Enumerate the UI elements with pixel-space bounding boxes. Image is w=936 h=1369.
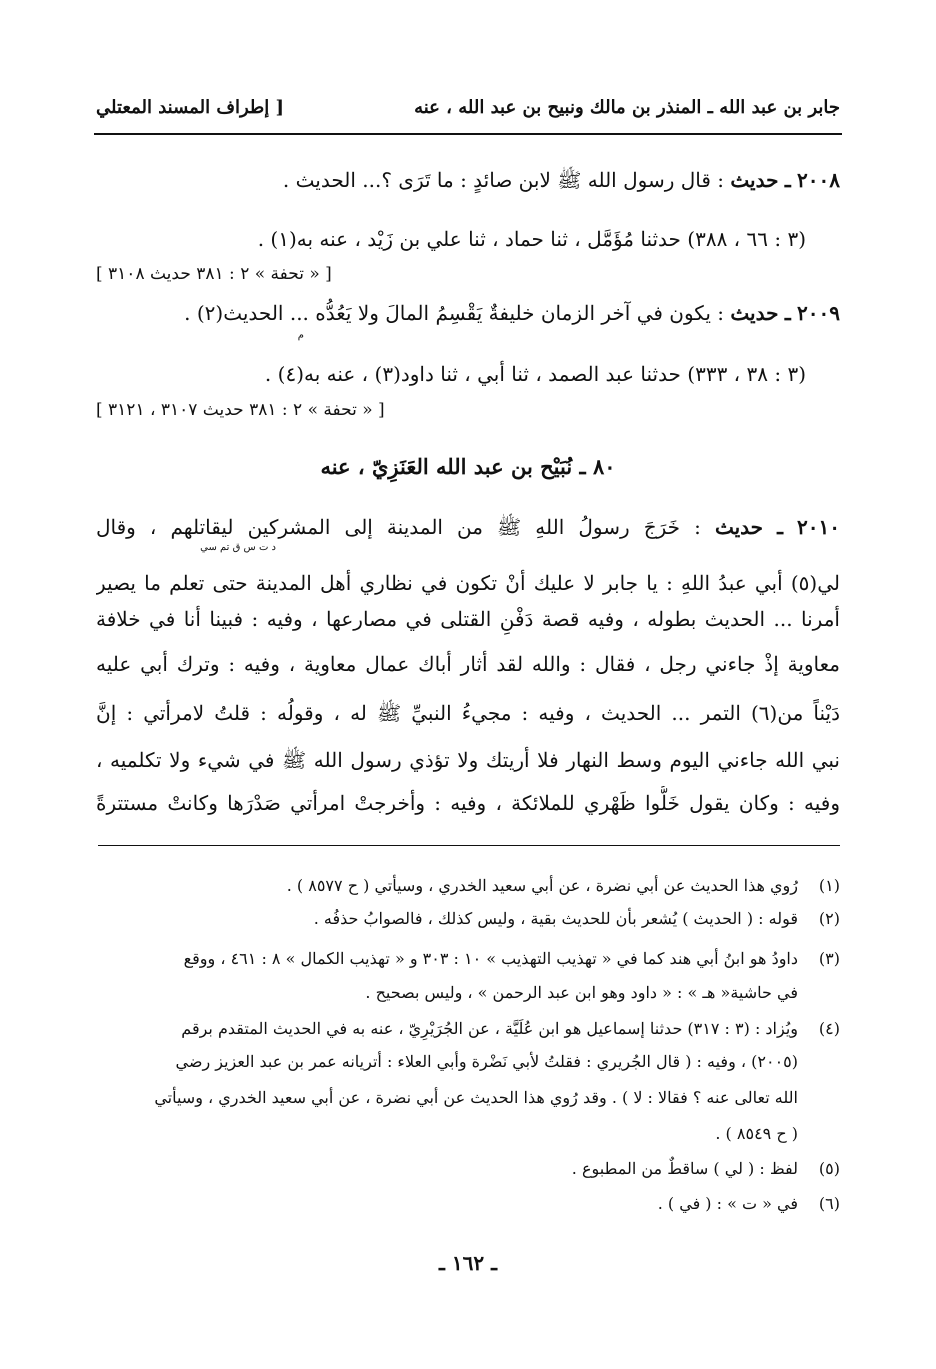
footnote-4-cont-2: الله تعالى عنه ؟ فقالا : لا ) . وقد رُوي هذا الحديث عن أبي نضرة ، عن أبي سعيد الخدري ، وسيأتي bbox=[154, 1088, 798, 1107]
footnote-text: في « ت » : ( في ) . bbox=[657, 1194, 798, 1213]
hadith-text: : قال رسول الله ﷺ لابن صائدٍ : ما تَرَى ؟... الحديث . bbox=[282, 168, 725, 192]
footnote-number: (٣) bbox=[818, 949, 840, 968]
header-rule bbox=[94, 133, 842, 135]
hadith-keyword: حديث bbox=[730, 168, 779, 192]
footnote-rule bbox=[98, 845, 840, 846]
dash: ـ bbox=[777, 515, 783, 539]
footnote-4 bbox=[96, 1016, 840, 1042]
hadith-2010-line-1 bbox=[96, 510, 840, 544]
hadith-2010-line-6: نبي الله جاءني اليوم وسط النهار فلا أريتك ولا تؤذي رسول الله ﷺ في شيء ولا تكلميه ، bbox=[96, 748, 840, 772]
section-heading: ٨٠ ـ نُبَيْح بن عبد الله العَنَزِيّ ، عنه bbox=[320, 454, 616, 479]
hadith-number: ٢٠١٠ bbox=[797, 515, 840, 539]
footnote-5 bbox=[96, 1156, 840, 1182]
page-number: ـ ١٦٢ ـ bbox=[439, 1251, 497, 1275]
header-chapter-title: جابر بن عبد الله ـ المنذر بن مالك ونبيح بن عبد الله ، عنه bbox=[414, 97, 840, 118]
hadith-keyword: حديث bbox=[714, 515, 764, 539]
hadith-2010-line-3: أمرنا ... الحديث بطوله ، وفيه قصة دَفْنِ القتلى في مصارعها ، وفيه : فبينا أنا في خلافة bbox=[96, 607, 840, 631]
hadith-2009-matn bbox=[96, 296, 840, 330]
footnote-number: (٦) bbox=[818, 1194, 840, 1213]
footnote-4-cont-1: (٢٠٠٥) ، وفيه : ( قال الجُريري : فقلتُ لأبي نَضْرة وأبي العلاء : أتريانه عمر بن عبد العزيز رضي bbox=[175, 1052, 798, 1071]
header-book-title: [ إطراف المسند المعتلي bbox=[96, 97, 285, 118]
footnote-4-cont-3: ( ح ٨٥٤٩ ) . bbox=[715, 1124, 798, 1143]
hadith-2010-sigla: د ت س ق تم سي bbox=[200, 542, 276, 553]
footnote-number: (٤) bbox=[818, 1019, 840, 1038]
hadith-2008-matn bbox=[96, 163, 840, 197]
hadith-2009-reference: [ « تحفة » ٢ : ٣٨١ حديث ٣١٠٧ ، ٣١٢١ ] bbox=[96, 400, 385, 420]
footnote-text: رُوي هذا الحديث عن أبي نضرة ، عن أبي سعيد الخدري ، وسيأتي ( ح ٨٥٧٧ ) . bbox=[286, 876, 798, 895]
hadith-2009-siglum: م bbox=[297, 330, 304, 341]
hadith-number: ٢٠٠٩ bbox=[797, 301, 840, 325]
hadith-2010-line-5: دَيْناً من(٦) التمر ... الحديث ، وفيه : مجيءُ النبيِّ ﷺ له ، وقولُه : قلتُ لامرأتي : إنَّ bbox=[96, 701, 840, 725]
footnote-number: (٢) bbox=[818, 909, 840, 928]
hadith-keyword: حديث bbox=[730, 301, 779, 325]
footnote-6 bbox=[96, 1191, 840, 1217]
footnote-number: (١) bbox=[818, 876, 840, 895]
dash: ـ bbox=[784, 168, 791, 192]
hadith-text: : خَرَجَ رسولُ اللهِ ﷺ من المدينة إلى المشركين ليقاتلهم ، وقال bbox=[96, 515, 701, 539]
hadith-2010-line-7: وفيه : وكان يقول خَلُّوا ظَهْري للملائكة ، وفيه : وأخرجتْ امرأتي صَدْرَها وكانتْ مستترةً bbox=[96, 791, 840, 815]
hadith-2008-isnad: (٣ : ٦٦ ، ٣٨٨) حدثنا مُؤَمَّل ، ثنا حماد ، ثنا علي بن زَيْد ، عنه به(١) . bbox=[257, 227, 806, 251]
footnote-1 bbox=[96, 873, 840, 899]
footnote-2 bbox=[96, 906, 840, 932]
hadith-2010-line-2: لي(٥) أبي عبدُ اللهِ : يا جابر لا عليك أنْ تكون في نظاري أهل المدينة حتى تعلم ما يصير bbox=[96, 571, 840, 595]
hadith-2008-reference: [ « تحفة » ٢ : ٣٨١ حديث ٣١٠٨ ] bbox=[96, 264, 332, 284]
footnote-3-cont: في حاشية« هـ » : « داود وهو ابن عبد الرحمن » ، وليس بصحيح . bbox=[365, 983, 798, 1002]
footnote-text: قوله : ( الحديث ) يُشعر بأن للحديث بقية ، وليس كذلك ، فالصوابُ حذفُه . bbox=[313, 909, 798, 928]
hadith-2009-isnad: (٣ : ٣٨ ، ٣٣٣) حدثنا عبد الصمد ، ثنا أبي ، ثنا داود(٣) ، عنه به(٤) . bbox=[264, 362, 806, 386]
footnote-text: داودُ هو ابنُ أبي هند كما في « تهذيب التهذيب » ١٠ : ٣٠٣ و « تهذيب الكمال » ٨ : ٤٦١ ، ووقع bbox=[183, 949, 798, 968]
hadith-number: ٢٠٠٨ bbox=[797, 168, 840, 192]
dash: ـ bbox=[784, 301, 791, 325]
hadith-2010-line-4: معاوية إذْ جاءني رجل ، فقال : والله لقد أثار أباك عمال معاوية ، وفيه : وترك أبي عليه bbox=[96, 652, 840, 676]
footnote-3 bbox=[96, 946, 840, 972]
hadith-text: : يكون في آخر الزمان خليفةٌ يَقْسِمُ المالَ ولا يَعُدُّه ... الحديث(٢) . bbox=[184, 301, 725, 325]
footnote-number: (٥) bbox=[818, 1159, 840, 1178]
footnote-text: لفظ : ( لي ) ساقطٌ من المطبوع . bbox=[571, 1159, 798, 1178]
footnote-text: ويُزاد : (٣ : ٣١٧) حدثنا إسماعيل هو ابن عُلَيَّة ، عن الجُرَيْرِيّ ، عنه به في الحديث المتقدم برقم bbox=[181, 1019, 798, 1038]
running-header bbox=[96, 92, 840, 124]
